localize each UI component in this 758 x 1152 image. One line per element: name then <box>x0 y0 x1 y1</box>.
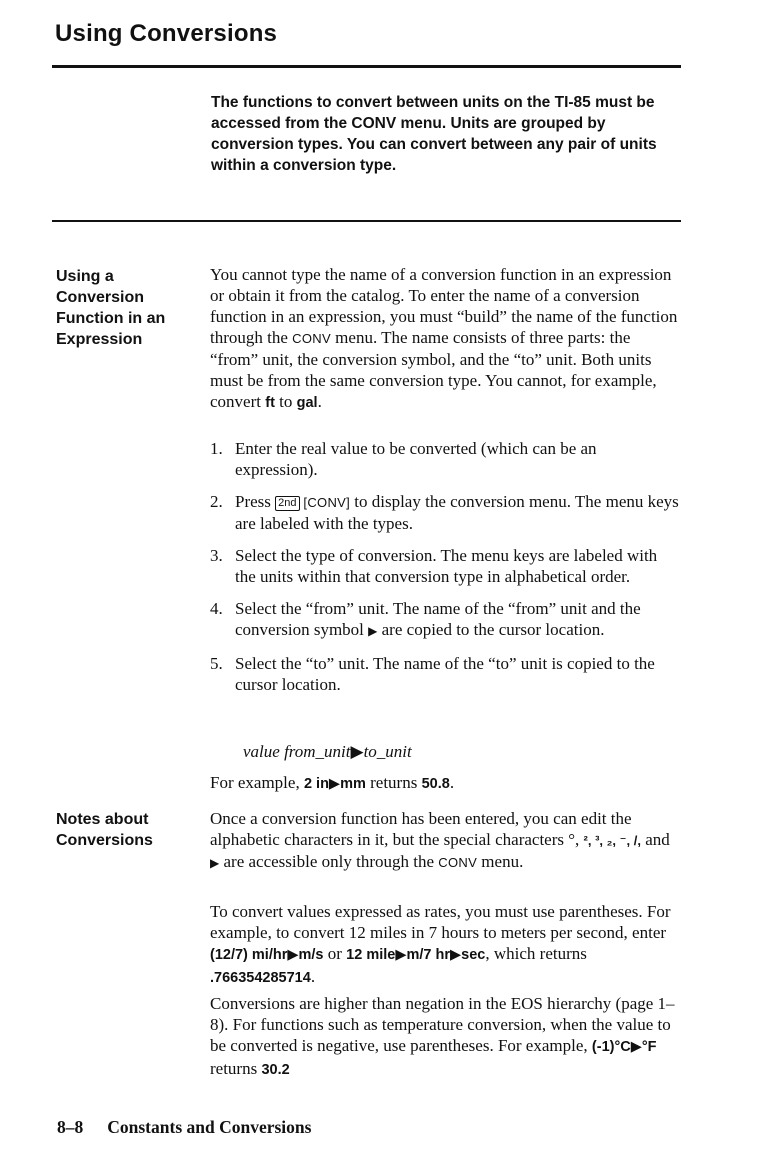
list-item: 1. Enter the real value to be converted (which can be an expression). <box>210 439 597 479</box>
list-item: 4. Select the “from” unit. The name of the “from” unit and the conversion symbol ▶ are copied to the cursor location. <box>210 599 641 639</box>
syntax-template: value from_unit▶to_unit <box>243 742 412 761</box>
section1-paragraph: You cannot type the name of a conversion function in an expression or obtain it from the catalog. To enter the name of a conversion function in an expression, you must “build” the name of the function through the CONV menu. The name consists of three parts: the “from” unit, the conversion symbol, and the “to” unit. Both units must be from the same conversion type. You cannot, for example, convert ft to gal. <box>210 265 678 411</box>
chapter-title: Constants and Conversions <box>107 1117 312 1137</box>
conv-menu-label: CONV <box>292 331 331 346</box>
list-item: 3. Select the type of conversion. The menu keys are labeled with the units within that conversion type in alphabetical order. <box>210 546 658 586</box>
section-rule <box>52 220 681 222</box>
example-line: For example, 2 in▶mm returns 50.8. <box>210 773 455 792</box>
page-number: 8–8 <box>57 1117 84 1137</box>
notes-paragraph-1: Once a conversion function has been entered, you can edit the alphabetic characters in it, but the special characters °, ², ³, ₂, ⁻, /, and ▶ are accessible only through the CONV menu. <box>210 809 670 871</box>
page-footer <box>57 1117 311 1138</box>
title-rule <box>52 65 681 68</box>
list-item: 2. Press 2nd [CONV] to display the conversion menu. The menu keys are labeled with the types. <box>210 492 679 533</box>
convert-symbol-icon: ▶ <box>368 624 378 638</box>
section-heading-using-conversion: Using a Conversion Function in an Expression <box>56 268 166 348</box>
steps-list <box>210 438 680 706</box>
intro-paragraph: The functions to convert between units on the TI-85 must be accessed from the CONV menu. Units are grouped by conversion types. You can convert between any pair of units within a conversion type. <box>211 94 657 174</box>
list-item: 5. Select the “to” unit. The name of the “to” unit is copied to the cursor location. <box>210 654 655 694</box>
page-title: Using Conversions <box>55 20 278 47</box>
section-heading-notes: Notes about Conversions <box>56 811 153 849</box>
2nd-key-icon: 2nd <box>275 496 299 511</box>
notes-paragraph-2: To convert values expressed as rates, you must use parentheses. For example, to convert 12 miles in 7 hours to meters per second, enter (12/7) mi/hr▶m/s or 12 mile▶m/7 hr▶sec, which returns .766354285714. <box>210 902 671 986</box>
notes-paragraph-3: Conversions are higher than negation in the EOS hierarchy (page 1–8). For functions such as temperature conversion, when the value to be converted is negative, use parentheses. For example, (-1)°C▶°F returns 30.2 <box>210 994 675 1078</box>
